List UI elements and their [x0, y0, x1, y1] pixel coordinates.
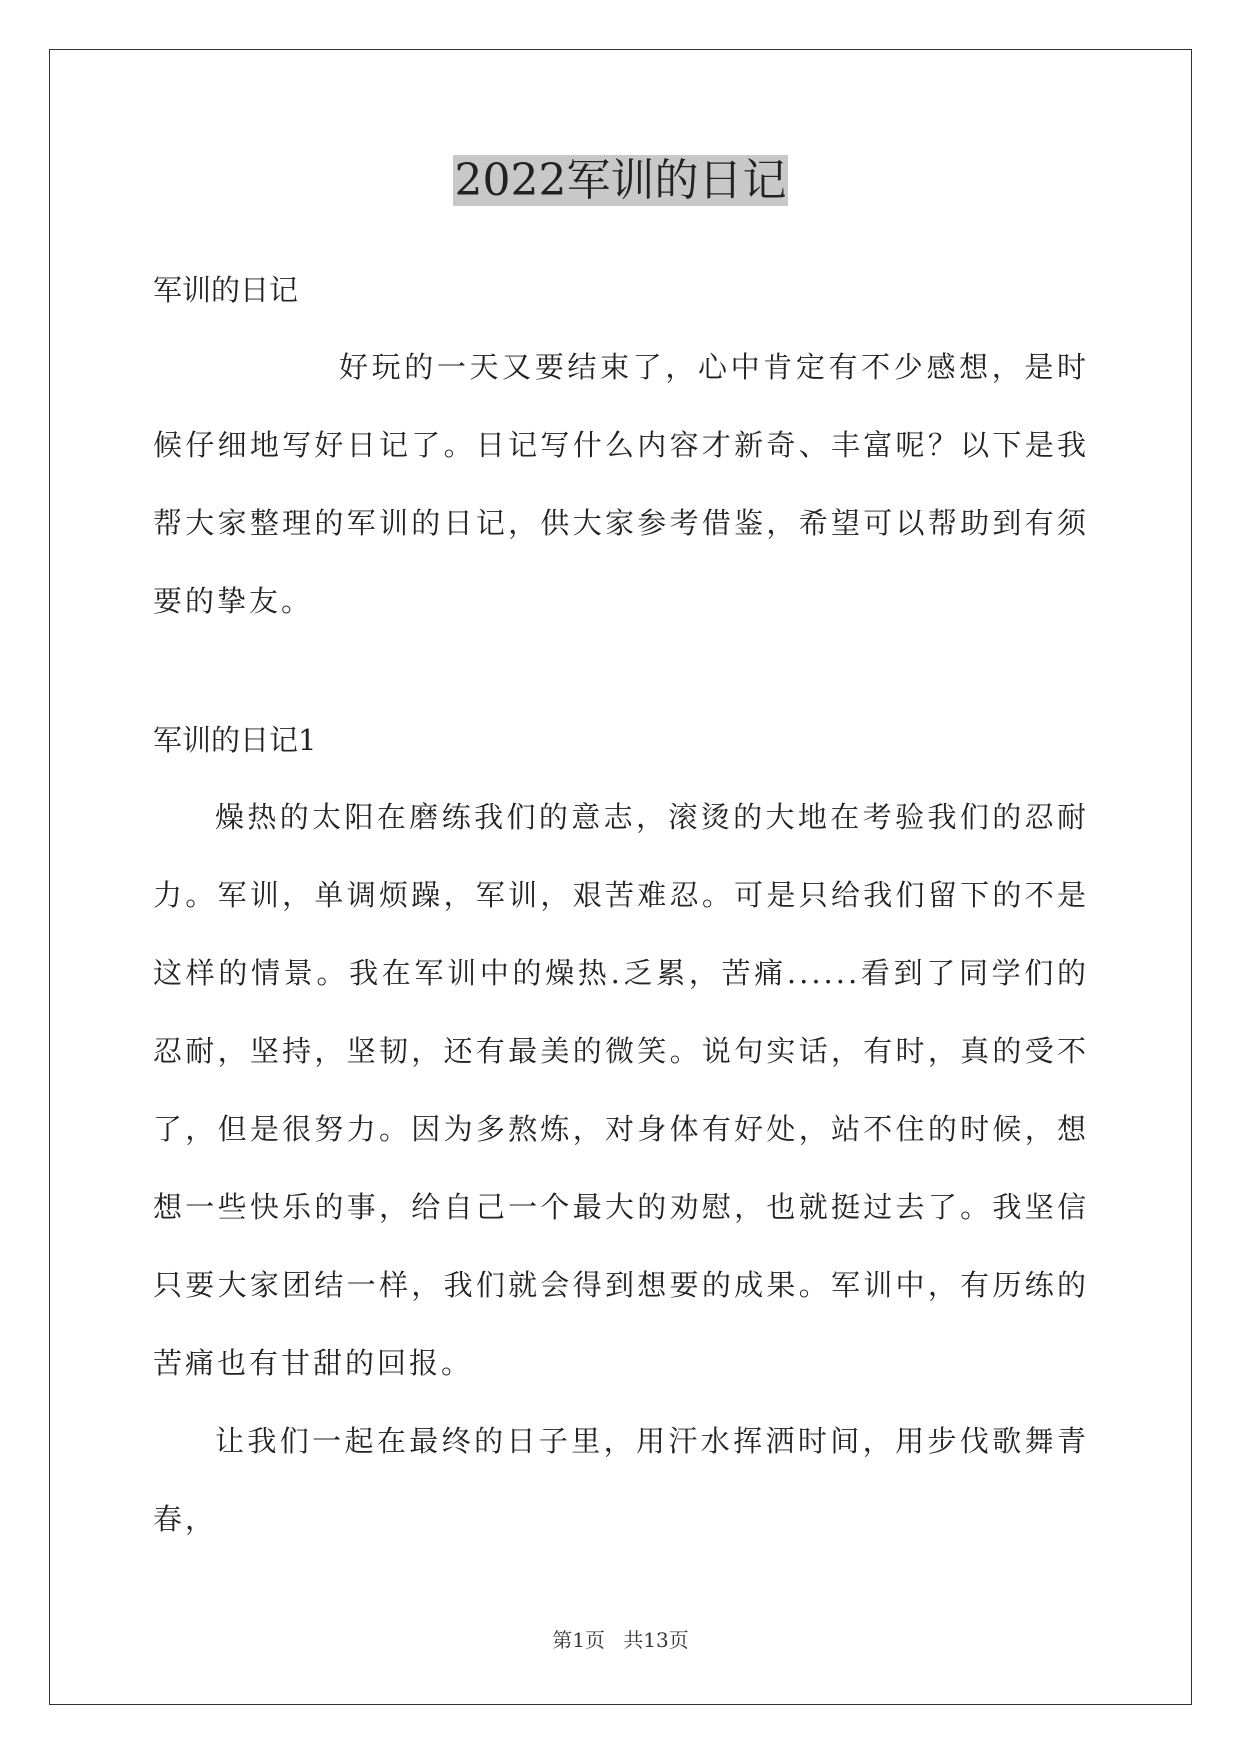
intro-paragraph: 好玩的一天又要结束了，心中肯定有不少感想，是时候仔细地写好日记了。日记写什么内容才新奇、丰富呢？以下是我帮大家整理的军训的日记，供大家参考借鉴，希望可以帮助到有须要的挚友。: [153, 350, 1089, 618]
page-number: 第1页: [552, 1628, 605, 1652]
body-paragraph-2: 让我们一起在最终的日子里，用汗水挥洒时间，用步伐歌舞青春，: [153, 1424, 1089, 1536]
body-paragraph-1: 燥热的太阳在磨练我们的意志，滚烫的大地在考验我们的忍耐力。军训，单调烦躁，军训，艰苦难忍。可是只给我们留下的不是这样的情景。我在军训中的燥热.乏累，苦痛......看到了同学们的忍耐，坚持，坚韧，还有最美的微笑。说句实话，有时，真的受不了，但是很努力。因为多熬炼，对身体有好处，站不住的时候，想想一些快乐的事，给自己一个最大的劝慰，也就挺过去了。我坚信只要大家团结一样，我们就会得到想要的成果。军训中，有历练的苦痛也有甘甜的回报。: [153, 800, 1089, 1380]
section-heading: 军训的日记1: [153, 723, 317, 757]
page-total: 共13页: [623, 1628, 689, 1652]
document-subtitle: 军训的日记: [153, 273, 299, 307]
spacer: [153, 766, 1089, 778]
page-footer: [0, 1624, 1241, 1653]
document-body: [153, 264, 1089, 1558]
document-title: [0, 152, 1241, 210]
spacer: [153, 640, 1089, 714]
document-title-text: 2022军训的日记: [454, 155, 787, 206]
